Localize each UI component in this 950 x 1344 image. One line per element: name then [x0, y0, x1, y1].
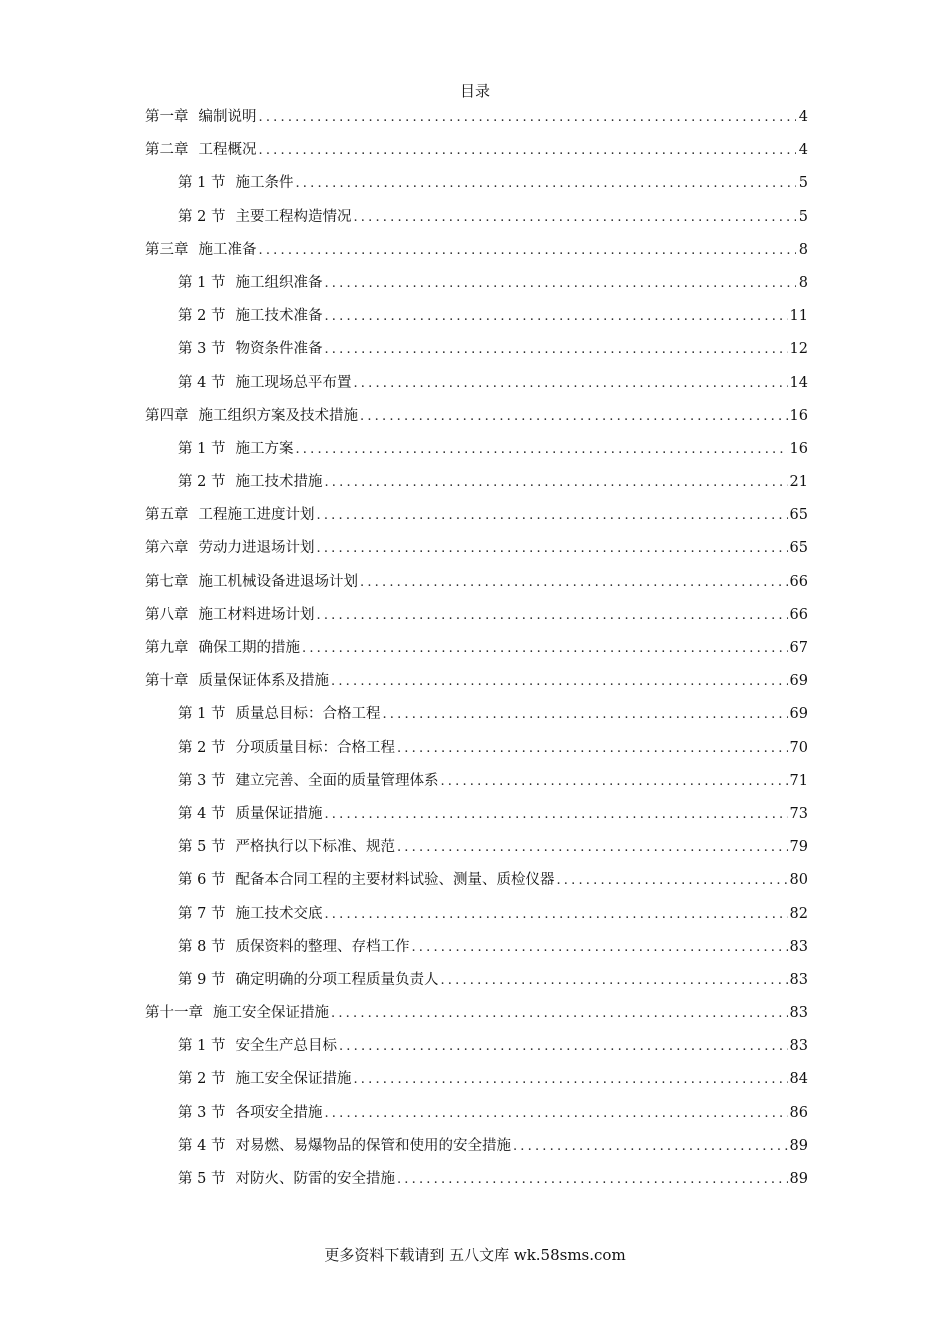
toc-entry-title: 安全生产总目标 — [235, 1038, 337, 1055]
toc-section-entry[interactable] — [145, 833, 808, 866]
toc-entry-title: 施工技术措施 — [235, 474, 323, 491]
toc-section-entry[interactable] — [145, 1032, 808, 1065]
toc-entry-title: 施工安全保证措施 — [235, 1071, 352, 1088]
toc-section-entry[interactable] — [145, 468, 808, 501]
toc-page-number: 83 — [789, 1038, 808, 1055]
toc-page-number: 21 — [789, 474, 808, 491]
toc-chapter-entry[interactable] — [145, 999, 808, 1032]
toc-entry-title: 施工现场总平布置 — [235, 374, 352, 391]
toc-leader-dots — [324, 469, 787, 497]
toc-page-number: 11 — [789, 308, 808, 325]
toc-section-entry[interactable] — [145, 335, 808, 368]
toc-entry-title: 对防火、防雷的安全措施 — [235, 1171, 395, 1187]
toc-entry-number: 第 2 节 — [178, 739, 226, 756]
toc-entry-number: 第 2 节 — [178, 474, 226, 491]
toc-section-entry[interactable] — [145, 1132, 808, 1165]
toc-section-entry[interactable] — [145, 203, 808, 236]
toc-page-number: 73 — [789, 805, 808, 822]
toc-entry-number: 第 9 节 — [178, 971, 226, 988]
toc-page-number: 8 — [798, 241, 808, 258]
toc-page-number: 12 — [789, 341, 808, 358]
toc-chapter-entry[interactable] — [145, 534, 808, 567]
toc-leader-dots — [339, 1033, 788, 1061]
toc-entry-title: 施工机械设备进退场计划 — [198, 573, 358, 590]
toc-page-number: 4 — [798, 142, 808, 159]
toc-entry-number: 第 4 节 — [178, 1137, 226, 1154]
toc-leader-dots — [317, 602, 788, 630]
toc-chapter-entry[interactable] — [145, 103, 808, 136]
toc-chapter-entry[interactable] — [145, 634, 808, 667]
toc-section-entry[interactable] — [145, 1099, 808, 1132]
toc-leader-dots — [382, 701, 787, 729]
toc-page-number: 16 — [789, 407, 808, 424]
toc-entry-title: 施工材料进场计划 — [198, 606, 315, 623]
toc-entry-number: 第 3 节 — [178, 1104, 226, 1121]
toc-section-entry[interactable] — [145, 900, 808, 933]
toc-entry-number: 第 3 节 — [178, 772, 226, 789]
toc-leader-dots — [397, 834, 788, 862]
toc-chapter-entry[interactable] — [145, 236, 808, 269]
toc-page-number: 69 — [789, 706, 808, 723]
toc-page-number: 80 — [789, 872, 808, 889]
toc-entry-title: 严格执行以下标准、规范 — [235, 839, 395, 856]
toc-page-number: 5 — [798, 208, 808, 225]
toc-leader-dots — [440, 967, 787, 995]
toc-chapter-entry[interactable] — [145, 501, 808, 534]
toc-leader-dots — [324, 801, 787, 829]
toc-section-entry[interactable] — [145, 800, 808, 833]
toc-page-number: 67 — [789, 640, 808, 656]
toc-chapter-entry[interactable] — [145, 402, 808, 435]
toc-entry-title: 施工技术准备 — [235, 308, 323, 325]
toc-leader-dots — [513, 1133, 788, 1161]
toc-entry-number: 第六章 — [145, 540, 189, 557]
toc-page-number: 89 — [789, 1171, 808, 1187]
toc-page-number: 83 — [789, 1005, 808, 1022]
toc-leader-dots — [411, 934, 787, 962]
toc-leader-dots — [295, 170, 796, 198]
toc-leader-dots — [324, 1100, 787, 1128]
toc-entry-title: 确定明确的分项工程质量负责人 — [235, 971, 439, 988]
toc-entry-title: 物资条件准备 — [235, 341, 323, 358]
toc-page-number: 82 — [789, 905, 808, 922]
toc-entry-number: 第 7 节 — [178, 905, 226, 922]
toc-chapter-entry[interactable] — [145, 601, 808, 634]
toc-entry-number: 第 2 节 — [178, 208, 226, 225]
toc-chapter-entry[interactable] — [145, 667, 808, 700]
toc-entry-number: 第十章 — [145, 673, 189, 690]
toc-entry-title: 工程施工进度计划 — [198, 507, 315, 524]
toc-page-number: 65 — [789, 540, 808, 557]
toc-entry-number: 第 1 节 — [178, 175, 226, 192]
toc-section-entry[interactable] — [145, 866, 808, 899]
toc-entry-title: 施工准备 — [198, 241, 257, 258]
toc-leader-dots — [302, 635, 788, 663]
toc-entry-title: 配备本合同工程的主要材料试验、测量、质检仪器 — [235, 872, 555, 889]
toc-chapter-entry[interactable] — [145, 136, 808, 169]
toc-entry-title: 分项质量目标：合格工程 — [235, 739, 395, 756]
toc-entry-title: 质量总目标：合格工程 — [235, 706, 381, 723]
toc-leader-dots — [331, 1000, 788, 1028]
toc-entry-number: 第 5 节 — [178, 1171, 226, 1187]
toc-page-number: 16 — [789, 440, 808, 457]
toc-leader-dots — [324, 303, 787, 331]
toc-section-entry[interactable] — [145, 966, 808, 999]
toc-entry-number: 第七章 — [145, 573, 189, 590]
toc-leader-dots — [259, 137, 797, 165]
toc-leader-dots — [331, 668, 788, 696]
toc-page-number: 5 — [798, 175, 808, 192]
toc-page-number: 14 — [789, 374, 808, 391]
toc-entry-number: 第四章 — [145, 407, 189, 424]
toc-entry-title: 编制说明 — [198, 109, 257, 125]
toc-entry-title: 对易燃、易爆物品的保管和使用的安全措施 — [235, 1137, 511, 1154]
toc-leader-dots — [360, 403, 788, 431]
toc-page-number: 83 — [789, 971, 808, 988]
toc-section-entry[interactable] — [145, 1065, 808, 1098]
toc-entry-title: 质量保证体系及措施 — [198, 673, 329, 690]
toc-leader-dots — [397, 735, 788, 763]
toc-entry-title: 工程概况 — [198, 142, 257, 159]
toc-entry-number: 第九章 — [145, 640, 189, 656]
toc-page-number: 69 — [789, 673, 808, 690]
toc-entry-title: 确保工期的措施 — [198, 640, 300, 656]
toc-entry-title: 施工条件 — [235, 175, 294, 192]
toc-section-entry[interactable] — [145, 767, 808, 800]
toc-leader-dots — [259, 104, 797, 132]
toc-page-number: 89 — [789, 1137, 808, 1154]
toc-leader-dots — [317, 502, 788, 530]
toc-section-entry[interactable] — [145, 302, 808, 335]
toc-list — [145, 103, 808, 1198]
toc-leader-dots — [259, 237, 797, 265]
toc-section-entry[interactable] — [145, 169, 808, 202]
toc-entry-title: 施工技术交底 — [235, 905, 323, 922]
toc-leader-dots — [353, 204, 796, 232]
toc-leader-dots — [440, 768, 787, 796]
toc-page-number: 66 — [789, 606, 808, 623]
toc-entry-number: 第 2 节 — [178, 308, 226, 325]
toc-leader-dots — [295, 436, 787, 464]
toc-leader-dots — [397, 1166, 788, 1194]
toc-section-entry[interactable] — [145, 700, 808, 733]
toc-entry-title: 主要工程构造情况 — [235, 208, 352, 225]
toc-entry-number: 第二章 — [145, 142, 189, 159]
toc-entry-number: 第 4 节 — [178, 374, 226, 391]
toc-entry-title: 质量保证措施 — [235, 805, 323, 822]
toc-section-entry[interactable] — [145, 369, 808, 402]
toc-page-number: 70 — [789, 739, 808, 756]
toc-entry-number: 第五章 — [145, 507, 189, 524]
toc-entry-number: 第一章 — [145, 109, 189, 125]
toc-leader-dots — [324, 336, 787, 364]
toc-section-entry[interactable] — [145, 933, 808, 966]
toc-leader-dots — [353, 1066, 787, 1094]
toc-entry-number: 第十一章 — [145, 1005, 203, 1022]
footer-text: 更多资料下载请到 五八文库 wk.58sms.com — [324, 1246, 626, 1264]
toc-entry-number: 第 1 节 — [178, 706, 226, 723]
toc-page-number: 86 — [789, 1104, 808, 1121]
toc-entry-number: 第 4 节 — [178, 805, 226, 822]
toc-entry-number: 第 2 节 — [178, 1071, 226, 1088]
toc-section-entry[interactable] — [145, 435, 808, 468]
toc-leader-dots — [556, 867, 787, 895]
toc-entry-title: 施工组织方案及技术措施 — [198, 407, 358, 424]
toc-entry-number: 第三章 — [145, 241, 189, 258]
toc-entry-number: 第 5 节 — [178, 839, 226, 856]
toc-entry-title: 建立完善、全面的质量管理体系 — [235, 772, 439, 789]
toc-entry-number: 第 1 节 — [178, 274, 226, 291]
toc-leader-dots — [317, 535, 788, 563]
toc-title: 目录 — [459, 82, 490, 100]
toc-section-entry[interactable] — [145, 269, 808, 302]
toc-leader-dots — [324, 901, 787, 929]
toc-page-number: 71 — [789, 772, 808, 789]
toc-entry-number: 第 8 节 — [178, 938, 226, 955]
toc-section-entry[interactable] — [145, 1165, 808, 1198]
toc-page-number: 84 — [789, 1071, 808, 1088]
toc-chapter-entry[interactable] — [145, 568, 808, 601]
toc-page-number: 79 — [789, 839, 808, 856]
toc-entry-number: 第 1 节 — [178, 1038, 226, 1055]
toc-entry-number: 第八章 — [145, 606, 189, 623]
toc-page-number: 8 — [798, 274, 808, 291]
toc-page-number: 4 — [798, 109, 808, 125]
toc-page-number: 66 — [789, 573, 808, 590]
toc-entry-title: 施工方案 — [235, 440, 294, 457]
toc-leader-dots — [353, 370, 787, 398]
toc-entry-title: 劳动力进退场计划 — [198, 540, 315, 557]
toc-page-number: 83 — [789, 938, 808, 955]
toc-entry-number: 第 1 节 — [178, 440, 226, 457]
toc-entry-title: 施工组织准备 — [235, 274, 323, 291]
toc-page-number: 65 — [789, 507, 808, 524]
toc-entry-title: 施工安全保证措施 — [213, 1005, 329, 1022]
toc-entry-title: 各项安全措施 — [235, 1104, 323, 1121]
toc-leader-dots — [324, 270, 796, 298]
toc-entry-number: 第 3 节 — [178, 341, 226, 358]
toc-entry-title: 质保资料的整理、存档工作 — [235, 938, 410, 955]
toc-section-entry[interactable] — [145, 734, 808, 767]
toc-leader-dots — [360, 569, 788, 597]
toc-entry-number: 第 6 节 — [178, 872, 226, 889]
